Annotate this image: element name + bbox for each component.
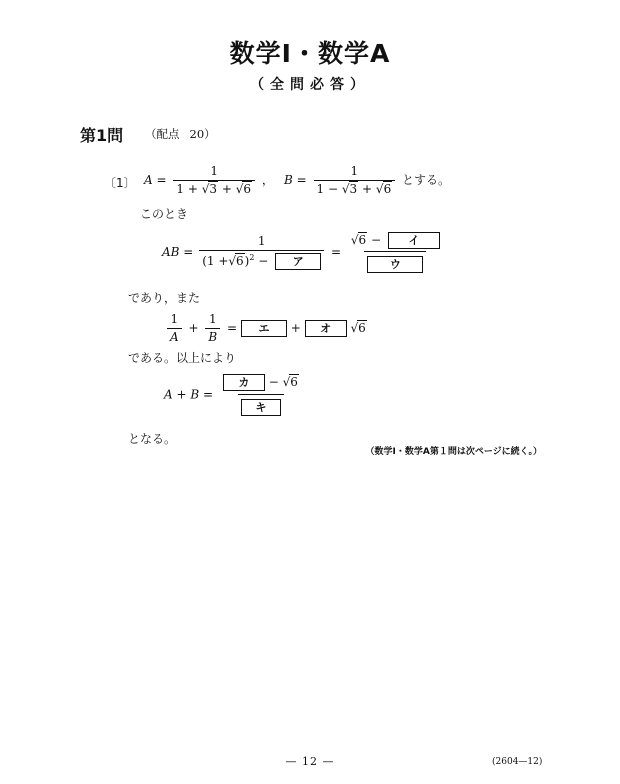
plus-sign: +: [221, 182, 232, 197]
radicand: 6: [236, 254, 244, 269]
continuation-note: （数学Ⅰ・数学A第１問は次ページに続く。）: [365, 447, 542, 457]
document-code: (2604—12): [492, 757, 543, 767]
var-a: A: [144, 173, 153, 188]
sqrt-6: √6: [350, 233, 367, 247]
ab-expression: [162, 232, 446, 273]
reciprocal-sum: [164, 313, 367, 344]
fraction-denominator: [314, 180, 396, 196]
fraction-numerator: 1: [257, 233, 266, 248]
question-points: [145, 126, 226, 142]
plus-sign: +: [362, 182, 373, 197]
sqrt-6: √6: [235, 182, 252, 197]
fraction-denominator: [199, 250, 324, 270]
answer-box-o[interactable]: オ: [305, 320, 347, 337]
den-open: (1 +: [202, 254, 229, 269]
minus-sign: −: [371, 233, 382, 247]
page-number: — 12 —: [285, 755, 335, 768]
part-label: 〔1〕: [104, 176, 136, 190]
equals-sign: =: [296, 173, 307, 188]
sqrt-6: √6: [282, 375, 298, 389]
fraction-numerator: 1: [208, 312, 217, 326]
sqrt-6: √6: [375, 182, 392, 197]
ab-lhs: AB =: [162, 245, 194, 259]
page-subtitle: （全問必答）: [250, 77, 370, 93]
sqrt-6: √6: [228, 254, 244, 269]
text-de-aru: である。以上により: [128, 351, 237, 365]
fraction-denominator: [238, 394, 284, 416]
answer-box-ki[interactable]: キ: [241, 399, 281, 416]
sqrt-6: √6: [350, 321, 366, 336]
fraction-numerator: [220, 374, 302, 394]
fraction-numerator: [348, 232, 443, 251]
answer-box-e[interactable]: エ: [241, 320, 287, 337]
definition-b: [284, 165, 450, 196]
minus-sign: −: [258, 254, 269, 269]
var-b: B: [284, 173, 293, 188]
fraction-1-over-b: [205, 313, 220, 344]
fraction-denominator: [173, 180, 255, 196]
radicand: 3: [349, 182, 358, 197]
fraction-denominator: A: [167, 328, 182, 344]
page-title: 数学Ⅰ・数学A: [229, 39, 391, 68]
equals-sign: =: [227, 321, 238, 336]
fraction-ab-1: [199, 235, 324, 270]
fraction-denominator: B: [205, 328, 220, 344]
den-prefix: 1 −: [316, 182, 339, 197]
den-close: ): [244, 254, 250, 269]
text-de-ari-mata: であり，また: [128, 291, 201, 305]
exponent: 2: [249, 253, 255, 263]
fraction-numerator: 1: [210, 164, 219, 178]
definition-suffix: とする。: [402, 173, 451, 188]
plus-sign: +: [188, 321, 199, 336]
sum-lhs: A + B =: [164, 387, 214, 402]
text-kono-toki: このとき: [140, 207, 189, 221]
radicand: 3: [209, 182, 218, 197]
equals-sign: =: [331, 245, 342, 259]
fraction-numerator: 1: [170, 312, 179, 326]
radicand: 6: [358, 321, 366, 336]
fraction-numerator: 1: [350, 164, 359, 178]
equals-sign: =: [156, 173, 167, 188]
fraction-denominator: [364, 251, 426, 273]
definition-a: [144, 165, 274, 196]
fraction-b: [314, 165, 396, 196]
fraction-ab-2: [348, 232, 443, 273]
sqrt-3: √3: [341, 182, 358, 197]
minus-sign: −: [268, 375, 279, 389]
fraction-a: [173, 165, 255, 196]
answer-box-ka[interactable]: カ: [223, 374, 265, 391]
radicand: 6: [290, 375, 298, 389]
points-value: 20）: [189, 127, 216, 141]
den-prefix: 1 +: [176, 182, 198, 197]
radicand: 6: [358, 233, 367, 247]
answer-box-a[interactable]: ア: [275, 253, 321, 270]
answer-box-i[interactable]: イ: [388, 232, 440, 249]
radicand: 6: [383, 182, 392, 197]
comma: ，: [261, 173, 274, 188]
final-sum: [164, 374, 305, 416]
fraction-final: [220, 374, 302, 416]
answer-box-u[interactable]: ウ: [367, 256, 423, 273]
question-title: 第1問: [80, 126, 124, 145]
fraction-1-over-a: [167, 313, 182, 344]
sqrt-3: √3: [201, 182, 218, 197]
text-to-naru: となる。: [128, 432, 177, 446]
radicand: 6: [243, 182, 252, 197]
points-label: （配点: [145, 127, 180, 141]
plus-sign: +: [290, 321, 301, 336]
